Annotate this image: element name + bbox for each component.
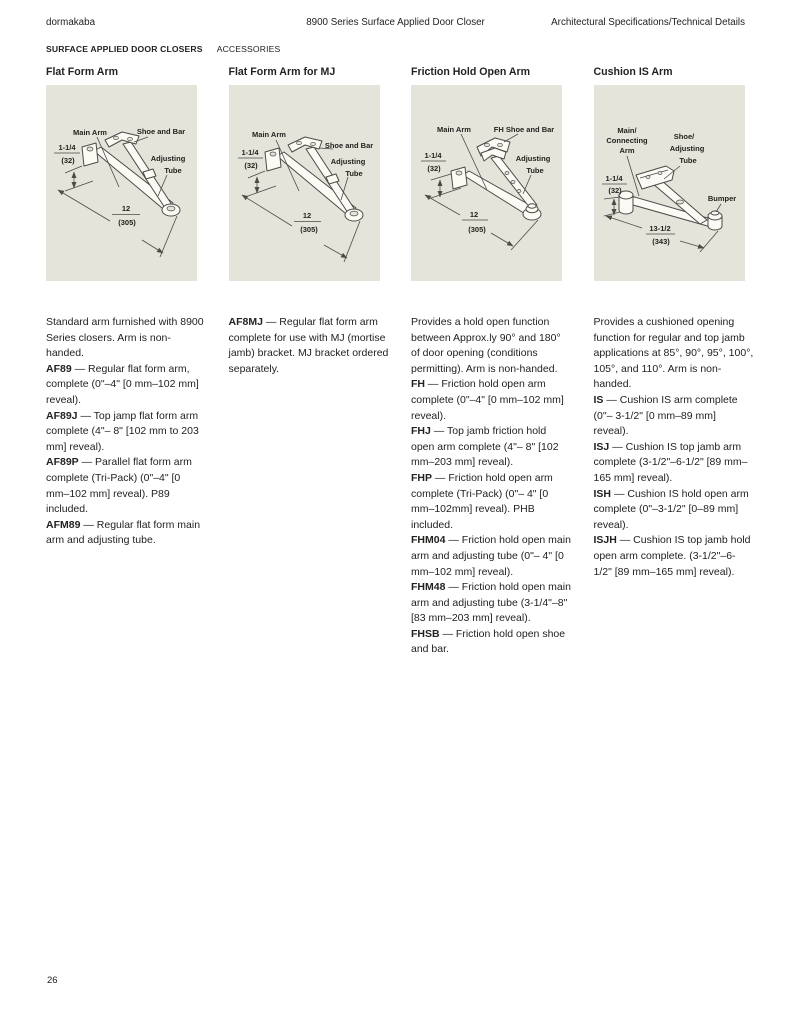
product-column-flat-form-arm — [46, 66, 204, 658]
diagram-label: Main Arm — [437, 125, 471, 134]
diagram-dimension: (32) — [607, 186, 622, 195]
product-code: IS — [593, 393, 604, 406]
product-description — [46, 518, 206, 549]
product-description-text: — Cushion IS hold open arm complete (0"–3-1/2" [0–89 mm] reveal). — [593, 487, 749, 531]
product-description-text: — Top jamp flat form arm complete (4"– 8" [102 mm to 203 mm] reveal). — [46, 409, 199, 453]
product-description — [594, 440, 754, 487]
diagram-label: Arm — [618, 146, 635, 155]
document-subtitle: Architectural Specifications/Technical Details — [551, 17, 745, 28]
product-description — [594, 487, 754, 534]
product-code: AF89 — [46, 362, 72, 375]
product-description — [411, 424, 571, 471]
diagram-label: Shoe and Bar — [324, 141, 373, 150]
product-code: AF89P — [46, 456, 79, 469]
product-code: FHP — [411, 471, 432, 484]
product-description-text: Provides a hold open function between Approx.ly 90° and 180° of door opening (conditions permitting). Arm is non-handed. — [411, 316, 561, 375]
diagram-label: Tube — [526, 166, 544, 175]
diagram-label: Shoe and Bar — [136, 127, 186, 136]
flat-form-arm-diagram — [46, 85, 197, 281]
product-descriptions — [594, 315, 754, 580]
diagram-dimension: 1-1/4 — [424, 151, 442, 160]
product-description-text: — Cushion IS top jamb hold open arm complete. (3-1/2"–6-1/2" [89 mm–165 mm] reveal). — [593, 534, 751, 578]
product-description — [411, 471, 571, 533]
product-description-text: — Friction hold open shoe and bar. — [411, 627, 566, 656]
product-description — [46, 362, 206, 409]
diagram-label: Main/ — [616, 126, 637, 135]
product-code: AF89J — [46, 409, 78, 422]
product-description-text: — Friction hold open main arm and adjusting tube (3-1/4"–8" [83 mm–203 mm] reveal). — [411, 581, 571, 625]
diagram-dimension: 12 — [121, 204, 131, 213]
diagram-dimension: 13-1/2 — [648, 224, 671, 233]
arm-drawing — [619, 166, 722, 230]
section-subtitle: ACCESSORIES — [216, 44, 281, 54]
product-code: FHM04 — [411, 534, 446, 547]
product-description-text: — Parallel flat form arm complete (Tri-Pack) (0"–4" [0 mm–102 mm] reveal). P89 included. — [46, 456, 192, 516]
diagram-label: Connecting — [605, 136, 648, 145]
diagram-dimension: (32) — [243, 161, 258, 170]
product-code: AF8MJ — [228, 316, 263, 328]
product-description-text: — Friction hold open arm complete (0"–4" [0 mm–102 mm] reveal). — [411, 378, 564, 422]
product-code: ISJ — [593, 440, 610, 453]
product-description — [46, 409, 206, 456]
product-descriptions — [411, 315, 571, 658]
product-description-text: Provides a cushioned opening function for regular and top jamb applications at 85°, 90°, 95°, 100°, 105°, and 110°. Arm is non-handed. — [593, 316, 754, 391]
diagram-label: Tube — [164, 166, 182, 175]
product-description — [46, 455, 206, 517]
product-description-text: Standard arm furnished with 8900 Series closers. Arm is non-handed. — [46, 316, 204, 360]
diagram-label: Adjusting — [669, 144, 704, 153]
dimension-lines — [58, 166, 177, 257]
section-heading — [46, 44, 280, 54]
document-title: 8900 Series Surface Applied Door Closer — [306, 17, 485, 28]
diagram-dimension: 1-1/4 — [58, 143, 76, 152]
product-description — [411, 627, 571, 658]
column-title: Friction Hold Open Arm — [411, 66, 531, 78]
diagram-dimension: (32) — [61, 156, 75, 165]
product-column-cushion-is-arm — [593, 66, 754, 658]
diagram-dimension: (305) — [468, 225, 486, 234]
diagram-label: Tube — [344, 169, 363, 178]
diagram-dimension: (343) — [651, 237, 670, 246]
diagram-label: Shoe/ — [673, 132, 694, 141]
product-description — [46, 315, 206, 362]
brand-logo-text: dormakaba — [46, 17, 96, 28]
product-code: FHJ — [411, 425, 431, 438]
column-title: Cushion IS Arm — [593, 66, 673, 78]
diagram-label: Main Arm — [73, 128, 107, 137]
diagram-label: Tube — [678, 156, 697, 165]
section-title: SURFACE APPLIED DOOR CLOSERS — [46, 44, 203, 54]
diagram-label: Adjusting — [150, 154, 186, 163]
arm-drawing — [451, 138, 544, 220]
diagram-label: Bumper — [707, 194, 736, 203]
product-column-friction-hold-open-arm — [411, 66, 571, 658]
diagram-dimension: 1-1/4 — [604, 174, 623, 183]
friction-hold-open-arm-diagram — [411, 85, 562, 281]
product-description — [594, 393, 754, 440]
product-code: FHSB — [411, 627, 440, 640]
product-column-flat-form-arm-mj — [228, 66, 389, 658]
flat-form-arm-mj-diagram — [229, 85, 380, 281]
product-description — [411, 315, 571, 377]
product-description-text: — Regular flat form arm, complete (0"–4" [0 mm–102 mm] reveal). — [46, 362, 199, 406]
diagram-dimension: (32) — [427, 164, 441, 173]
product-descriptions — [229, 315, 389, 377]
product-code: ISH — [593, 487, 612, 500]
product-description — [594, 315, 754, 393]
diagram-dimension: 1-1/4 — [240, 148, 259, 157]
product-description-text: — Cushion IS top jamb arm complete (3-1/2"–6-1/2" [89 mm–165 mm] reveal). — [593, 440, 748, 484]
product-description-text: — Regular flat form arm complete for use with MJ (mortise jamb) bracket. MJ bracket ordered separately. — [228, 316, 389, 375]
cushion-is-arm-diagram — [594, 85, 745, 281]
diagram-dimension: (305) — [118, 218, 136, 227]
product-code: FH — [411, 378, 425, 391]
product-description — [229, 315, 389, 377]
dimension-lines — [242, 169, 363, 262]
product-description-text: — Regular flat form main arm and adjusting tube. — [46, 518, 201, 547]
product-descriptions — [46, 315, 206, 549]
diagram-dimension: (305) — [299, 225, 318, 234]
product-description — [594, 533, 754, 580]
product-code: FHM48 — [411, 581, 446, 594]
product-code: AFM89 — [46, 518, 81, 531]
diagram-label: FH Shoe and Bar — [493, 125, 555, 134]
page-number: 26 — [47, 975, 58, 986]
diagram-dimension: 12 — [469, 210, 479, 219]
column-title: Flat Form Arm — [46, 66, 119, 78]
product-description-text: — Top jamb friction hold open arm complete (4"– 8" [102 mm–203 mm] reveal). — [411, 425, 559, 469]
product-code: ISJH — [593, 534, 617, 547]
diagram-label: Adjusting — [330, 157, 365, 166]
product-columns — [46, 66, 754, 658]
diagram-label: Main Arm — [251, 130, 286, 139]
product-description — [411, 377, 571, 424]
product-description-text: — Friction hold open arm complete (Tri-Pack) (0"– 4" [0 mm–102mm] reveal). PHB included. — [411, 471, 553, 531]
product-description — [411, 533, 571, 580]
diagram-dimension: 12 — [302, 211, 311, 220]
column-title: Flat Form Arm for MJ — [228, 66, 336, 78]
product-description-text: — Cushion IS arm complete (0"– 3-1/2" [0 mm–89 mm] reveal). — [593, 393, 738, 438]
product-description — [411, 580, 571, 627]
product-description-text: — Friction hold open main arm and adjusting tube (0"– 4" [0 mm–102 mm] reveal). — [411, 534, 571, 578]
diagram-label: Adjusting — [515, 154, 551, 163]
